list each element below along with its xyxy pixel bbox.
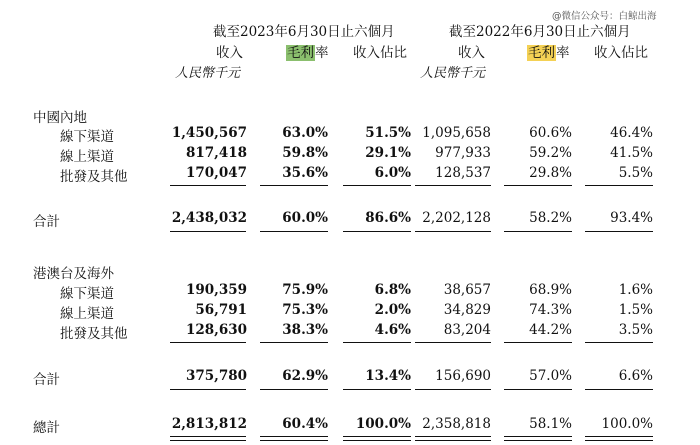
current-share-header: 收入佔比 bbox=[353, 45, 407, 61]
cur-revenue: 1,450,567 bbox=[171, 125, 247, 141]
pri-share: 93.4% bbox=[610, 210, 653, 226]
cur-margin: 35.6% bbox=[282, 165, 328, 181]
cur-margin: 75.3% bbox=[282, 302, 328, 318]
cur-share: 86.6% bbox=[365, 210, 411, 226]
underline bbox=[343, 185, 411, 186]
pri-revenue: 38,657 bbox=[443, 282, 491, 298]
pri-margin: 59.2% bbox=[529, 145, 572, 161]
cur-revenue: 170,047 bbox=[185, 165, 247, 181]
underline bbox=[170, 185, 246, 186]
pri-revenue: 156,690 bbox=[435, 368, 491, 384]
cur-margin: 59.8% bbox=[282, 145, 328, 161]
cur-share: 29.1% bbox=[365, 145, 411, 161]
margin-highlight: 毛利 bbox=[287, 45, 314, 61]
cur-margin: 75.9% bbox=[282, 282, 328, 298]
pri-revenue: 2,202,128 bbox=[422, 210, 491, 226]
pri-share: 5.5% bbox=[618, 165, 653, 181]
pri-share: 1.6% bbox=[618, 282, 653, 298]
pri-revenue: 977,933 bbox=[435, 145, 491, 161]
cur-revenue: 2,813,812 bbox=[171, 416, 247, 432]
underline bbox=[343, 231, 411, 232]
cur-margin: 60.0% bbox=[282, 210, 328, 226]
cur-share: 6.8% bbox=[374, 282, 411, 298]
underline bbox=[343, 342, 411, 343]
cur-revenue: 2,438,032 bbox=[171, 210, 247, 226]
underline bbox=[170, 389, 246, 390]
underline bbox=[415, 231, 491, 232]
current-revenue-header: 收入 bbox=[216, 45, 243, 61]
double-underline bbox=[585, 436, 653, 441]
margin-rest: 率 bbox=[315, 45, 329, 61]
cur-margin: 60.4% bbox=[282, 416, 328, 432]
underline bbox=[585, 231, 653, 232]
row-label: 線上渠道 bbox=[60, 149, 114, 165]
cur-share: 2.0% bbox=[374, 302, 411, 318]
cur-revenue: 375,780 bbox=[185, 368, 247, 384]
cur-margin: 38.3% bbox=[282, 322, 328, 338]
pri-share: 3.5% bbox=[618, 322, 653, 338]
pri-share: 6.6% bbox=[618, 368, 653, 384]
section-title: 港澳台及海外 bbox=[33, 266, 114, 282]
double-underline bbox=[415, 436, 491, 441]
underline bbox=[504, 342, 572, 343]
current-unit-label: 人民幣千元 bbox=[175, 66, 241, 81]
current-period-title: 截至2023年6月30日止六個月 bbox=[213, 24, 395, 40]
row-label: 線下渠道 bbox=[60, 286, 114, 302]
cur-share: 51.5% bbox=[365, 125, 411, 141]
underline bbox=[260, 231, 328, 232]
prior-unit-label: 人民幣千元 bbox=[420, 66, 486, 81]
double-underline bbox=[504, 436, 572, 441]
pri-revenue: 128,537 bbox=[435, 165, 491, 181]
cur-margin: 63.0% bbox=[282, 125, 328, 141]
pri-share: 46.4% bbox=[610, 125, 653, 141]
pri-revenue: 34,829 bbox=[443, 302, 491, 318]
underline bbox=[504, 231, 572, 232]
prior-share-header: 收入佔比 bbox=[594, 45, 648, 61]
pri-margin: 29.8% bbox=[529, 165, 572, 181]
prior-period-title: 截至2022年6月30日止六個月 bbox=[449, 24, 631, 40]
underline bbox=[415, 342, 491, 343]
underline bbox=[260, 185, 328, 186]
underline bbox=[585, 342, 653, 343]
grand-total-label: 總計 bbox=[33, 420, 60, 436]
pri-revenue: 2,358,818 bbox=[422, 416, 491, 432]
double-underline bbox=[170, 436, 246, 441]
underline bbox=[415, 389, 491, 390]
pri-margin: 57.0% bbox=[529, 368, 572, 384]
cur-revenue: 817,418 bbox=[185, 145, 247, 161]
pri-share: 41.5% bbox=[610, 145, 653, 161]
row-label: 線上渠道 bbox=[60, 306, 114, 322]
prior-margin-header bbox=[527, 41, 570, 61]
cur-revenue: 56,791 bbox=[195, 302, 247, 318]
pri-margin: 58.1% bbox=[529, 416, 572, 432]
pri-revenue: 1,095,658 bbox=[422, 125, 491, 141]
pri-share: 1.5% bbox=[618, 302, 653, 318]
underline bbox=[504, 389, 572, 390]
underline bbox=[585, 185, 653, 186]
pri-margin: 74.3% bbox=[529, 302, 572, 318]
double-underline bbox=[260, 436, 328, 441]
cur-revenue: 190,359 bbox=[185, 282, 247, 298]
pri-margin: 58.2% bbox=[529, 210, 572, 226]
prior-revenue-header: 收入 bbox=[458, 45, 485, 61]
cur-share: 6.0% bbox=[374, 165, 411, 181]
pri-margin: 60.6% bbox=[529, 125, 572, 141]
row-label: 批發及其他 bbox=[60, 169, 128, 185]
double-underline bbox=[343, 436, 411, 441]
underline bbox=[343, 389, 411, 390]
cur-share: 13.4% bbox=[365, 368, 411, 384]
margin-highlight: 毛利 bbox=[528, 45, 555, 61]
cur-revenue: 128,630 bbox=[185, 322, 247, 338]
underline bbox=[170, 342, 246, 343]
section-title: 中國內地 bbox=[33, 110, 87, 126]
subtotal-label: 合計 bbox=[33, 372, 60, 388]
underline bbox=[415, 185, 491, 186]
underline bbox=[585, 389, 653, 390]
margin-rest: 率 bbox=[556, 45, 570, 61]
current-margin-header bbox=[286, 41, 329, 61]
underline bbox=[504, 185, 572, 186]
underline bbox=[260, 342, 328, 343]
underline bbox=[170, 231, 246, 232]
pri-margin: 44.2% bbox=[529, 322, 572, 338]
pri-margin: 68.9% bbox=[529, 282, 572, 298]
cur-share: 4.6% bbox=[374, 322, 411, 338]
row-label: 批發及其他 bbox=[60, 326, 128, 342]
subtotal-label: 合計 bbox=[33, 214, 60, 230]
pri-revenue: 83,204 bbox=[443, 322, 491, 338]
row-label: 線下渠道 bbox=[60, 129, 114, 145]
cur-share: 100.0% bbox=[355, 416, 411, 432]
underline bbox=[260, 389, 328, 390]
cur-margin: 62.9% bbox=[282, 368, 328, 384]
pri-share: 100.0% bbox=[601, 416, 653, 432]
watermark: @微信公众号：白鲸出海 bbox=[552, 11, 657, 22]
